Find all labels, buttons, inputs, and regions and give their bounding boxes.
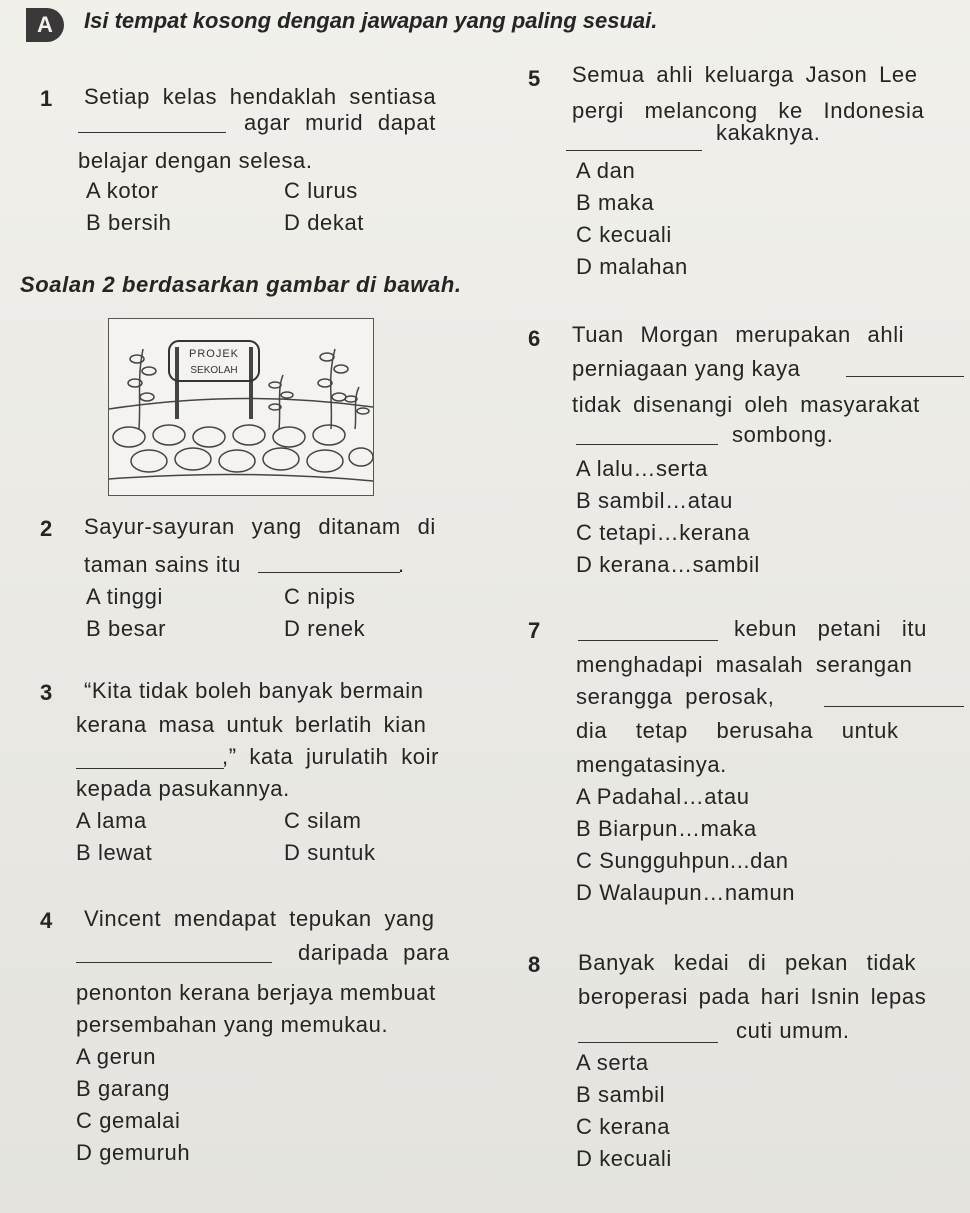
q1-line2: agar murid dapat (244, 110, 436, 135)
q8-blank[interactable] (578, 1042, 718, 1043)
q7-line3: serangga perosak, (576, 684, 775, 709)
q3-line3: ,” kata jurulatih koir (222, 744, 440, 769)
q7-number: 7 (528, 618, 541, 643)
q6-option-b[interactable]: B sambil…atau (576, 488, 733, 513)
q1-line3: belajar dengan selesa. (78, 148, 313, 173)
q2-line2-end: . (398, 552, 405, 577)
q5-option-d[interactable]: D malahan (576, 254, 688, 279)
q8-line2: beroperasi pada hari Isnin lepas (578, 984, 927, 1009)
q5-line2: pergi melancong ke Indonesia (572, 98, 925, 123)
q2-number: 2 (40, 516, 53, 541)
q3-line4: kepada pasukannya. (76, 776, 290, 801)
q2-line1: Sayur-sayuran yang ditanam di (84, 514, 436, 539)
q3-line1: “Kita tidak boleh banyak bermain (84, 678, 424, 703)
q4-line3: penonton kerana berjaya membuat (76, 980, 436, 1005)
q3-option-b[interactable]: B lewat (76, 840, 153, 865)
q4-option-c[interactable]: C gemalai (76, 1108, 181, 1133)
q8-option-a[interactable]: A serta (576, 1050, 649, 1075)
q4-line1: Vincent mendapat tepukan yang (84, 906, 435, 931)
q6-blank-1[interactable] (846, 376, 964, 377)
q6-line1: Tuan Morgan merupakan ahli (572, 322, 905, 347)
q5-line3: kakaknya. (716, 120, 821, 145)
q3-number: 3 (40, 680, 53, 705)
q8-option-c[interactable]: C kerana (576, 1114, 671, 1139)
q2-option-a[interactable]: A tinggi (86, 584, 163, 609)
q6-option-c[interactable]: C tetapi…kerana (576, 520, 751, 545)
q3-option-d[interactable]: D suntuk (284, 840, 376, 865)
instruction-heading: Isi tempat kosong dengan jawapan yang paling sesuai. (84, 8, 658, 33)
q4-number: 4 (40, 908, 53, 933)
q4-option-b[interactable]: B garang (76, 1076, 171, 1101)
q7-option-b[interactable]: B Biarpun…maka (576, 816, 757, 841)
q7-option-c[interactable]: C Sungguhpun...dan (576, 848, 789, 873)
q1-option-d[interactable]: D dekat (284, 210, 365, 235)
q4-option-d[interactable]: D gemuruh (76, 1140, 191, 1165)
q6-option-a[interactable]: A lalu…serta (576, 456, 708, 481)
q8-line3: cuti umum. (736, 1018, 850, 1043)
q2-option-c[interactable]: C nipis (284, 584, 356, 609)
q1-line1: Setiap kelas hendaklah sentiasa (84, 84, 437, 109)
q6-blank-2[interactable] (576, 444, 718, 445)
q6-line3: tidak disenangi oleh masyarakat (572, 392, 920, 417)
q2-line2: taman sains itu (84, 552, 241, 577)
q3-line2: kerana masa untuk berlatih kian (76, 712, 427, 737)
q2-option-b[interactable]: B besar (86, 616, 167, 641)
q3-option-a[interactable]: A lama (76, 808, 147, 833)
q6-option-d[interactable]: D kerana…sambil (576, 552, 760, 577)
q3-blank[interactable] (76, 768, 224, 769)
q8-option-b[interactable]: B sambil (576, 1082, 666, 1107)
q4-option-a[interactable]: A gerun (76, 1044, 157, 1069)
q3-option-c[interactable]: C silam (284, 808, 362, 833)
q7-option-a[interactable]: A Padahal…atau (576, 784, 750, 809)
q7-line2: menghadapi masalah serangan (576, 652, 913, 677)
q7-line4: dia tetap berusaha untuk (576, 718, 899, 743)
q2-blank[interactable] (258, 572, 400, 573)
sign-text-line1: PROJEK (188, 348, 240, 360)
q7-blank-1[interactable] (578, 640, 718, 641)
q5-line1: Semua ahli keluarga Jason Lee (572, 62, 918, 87)
section-badge: A (26, 8, 64, 42)
q7-option-d[interactable]: D Walaupun…namun (576, 880, 796, 905)
soalan2-note: Soalan 2 berdasarkan gambar di bawah. (20, 272, 462, 297)
q5-option-c[interactable]: C kecuali (576, 222, 672, 247)
q1-blank[interactable] (78, 132, 226, 133)
q8-number: 8 (528, 952, 541, 977)
sign-text-line2: SEKOLAH (190, 365, 238, 376)
q6-number: 6 (528, 326, 541, 351)
q8-option-d[interactable]: D kecuali (576, 1146, 672, 1171)
q7-line5: mengatasinya. (576, 752, 727, 777)
school-garden-picture (108, 318, 374, 496)
q1-option-c[interactable]: C lurus (284, 178, 358, 203)
q5-option-a[interactable]: A dan (576, 158, 636, 183)
q4-line4: persembahan yang memukau. (76, 1012, 389, 1037)
q6-line4: sombong. (732, 422, 834, 447)
q2-option-d[interactable]: D renek (284, 616, 366, 641)
q1-number: 1 (40, 86, 53, 111)
q8-line1: Banyak kedai di pekan tidak (578, 950, 917, 975)
q7-line1: kebun petani itu (734, 616, 927, 641)
q4-blank[interactable] (76, 962, 272, 963)
q5-option-b[interactable]: B maka (576, 190, 655, 215)
q4-line2: daripada para (298, 940, 450, 965)
q1-option-b[interactable]: B bersih (86, 210, 172, 235)
q6-line2: perniagaan yang kaya (572, 356, 801, 381)
q5-blank[interactable] (566, 150, 702, 151)
q7-blank-2[interactable] (824, 706, 964, 707)
q1-option-a[interactable]: A kotor (86, 178, 159, 203)
q5-number: 5 (528, 66, 541, 91)
garden-illustration (109, 319, 373, 495)
